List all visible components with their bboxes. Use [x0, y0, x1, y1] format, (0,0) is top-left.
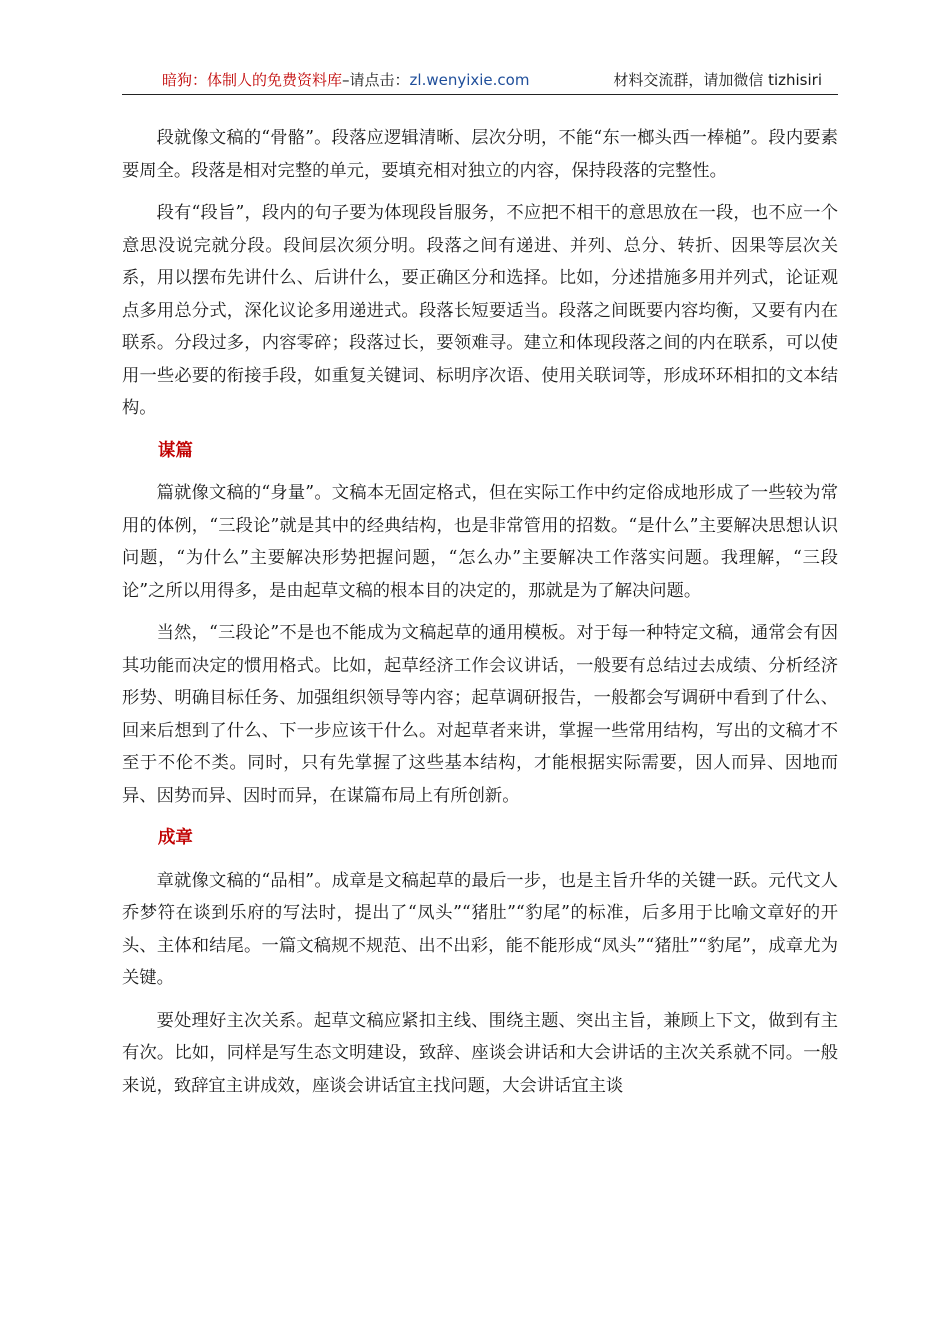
paragraph: 段就像文稿的“骨骼”。段落应逻辑清晰、层次分明，不能“东一榔头西一棒槌”。段内要素要周全。段落是相对完整的单元，要填充相对独立的内容，保持段落的完整性。	[122, 128, 838, 181]
header-left	[162, 70, 529, 90]
paragraph: 段有“段旨”，段内的句子要为体现段旨服务，不应把不相干的意思放在一段，也不应一个意思没说完就分段。段间层次须分明。段落之间有递进、并列、总分、转折、因果等层次关系，用以摆布先讲什么、后讲什么，要正确区分和选择。比如，分述措施多用并列式，论证观点多用总分式，深化议论多用递进式。段落长短要适当。段落之间既要内容均衡，又要有内在联系。分段过多，内容零碎；段落过长，要领难寻。建立和体现段落之间的内在联系，可以使用一些必要的衔接手段，如重复关键词、标明序次语、使用关联词等，形成环环相扣的文本结构。	[122, 203, 838, 418]
header-site-name: 暗狗：体制人的免费资料库	[162, 71, 343, 89]
page-header	[122, 70, 838, 95]
header-wechat-note: 材料交流群，请加微信 tizhisiri	[613, 71, 822, 89]
header-url-link[interactable]: zl.wenyixie.com	[409, 71, 530, 89]
section-heading-moupian: 谋篇	[157, 440, 193, 461]
paragraph: 篇就像文稿的“身量”。文稿本无固定格式，但在实际工作中约定俗成地形成了一些较为常用的体例，“三段论”就是其中的经典结构，也是非常管用的招数。“是什么”主要解决思想认识问题，“为什么”主要解决形势把握问题，“怎么办”主要解决工作落实问题。我理解，“三段论”之所以用得多，是由起草文稿的根本目的决定的，那就是为了解决问题。	[122, 483, 838, 601]
paragraph: 当然，“三段论”不是也不能成为文稿起草的通用模板。对于每一种特定文稿，通常会有因其功能而决定的惯用格式。比如，起草经济工作会议讲话，一般要有总结过去成绩、分析经济形势、明确目标任务、加强组织领导等内容；起草调研报告，一般都会写调研中看到了什么、回来后想到了什么、下一步应该干什么。对起草者来讲，掌握一些常用结构，写出的文稿才不至于不伦不类。同时，只有先掌握了这些基本结构，才能根据实际需要，因人而异、因地而异、因势而异、因时而异，在谋篇布局上有所创新。	[122, 623, 838, 806]
header-click-prompt: –请点击：	[342, 71, 410, 89]
paragraph: 要处理好主次关系。起草文稿应紧扣主线、围绕主题、突出主旨，兼顾上下文，做到有主有次。比如，同样是写生态文明建设，致辞、座谈会讲话和大会讲话的主次关系就不同。一般来说，致辞宜主讲成效，座谈会讲话宜主找问题，大会讲话宜主谈	[122, 1010, 838, 1096]
paragraph: 章就像文稿的“品相”。成章是文稿起草的最后一步，也是主旨升华的关键一跃。元代文人乔梦符在谈到乐府的写法时，提出了“凤头”“猪肚”“豹尾”的标准，后多用于比喻文章好的开头、主体和结尾。一篇文稿规不规范、出不出彩，能不能形成“凤头”“猪肚”“豹尾”，成章尤为关键。	[122, 870, 838, 988]
section-heading-chengzhang: 成章	[157, 828, 193, 848]
document-body	[122, 122, 838, 1112]
